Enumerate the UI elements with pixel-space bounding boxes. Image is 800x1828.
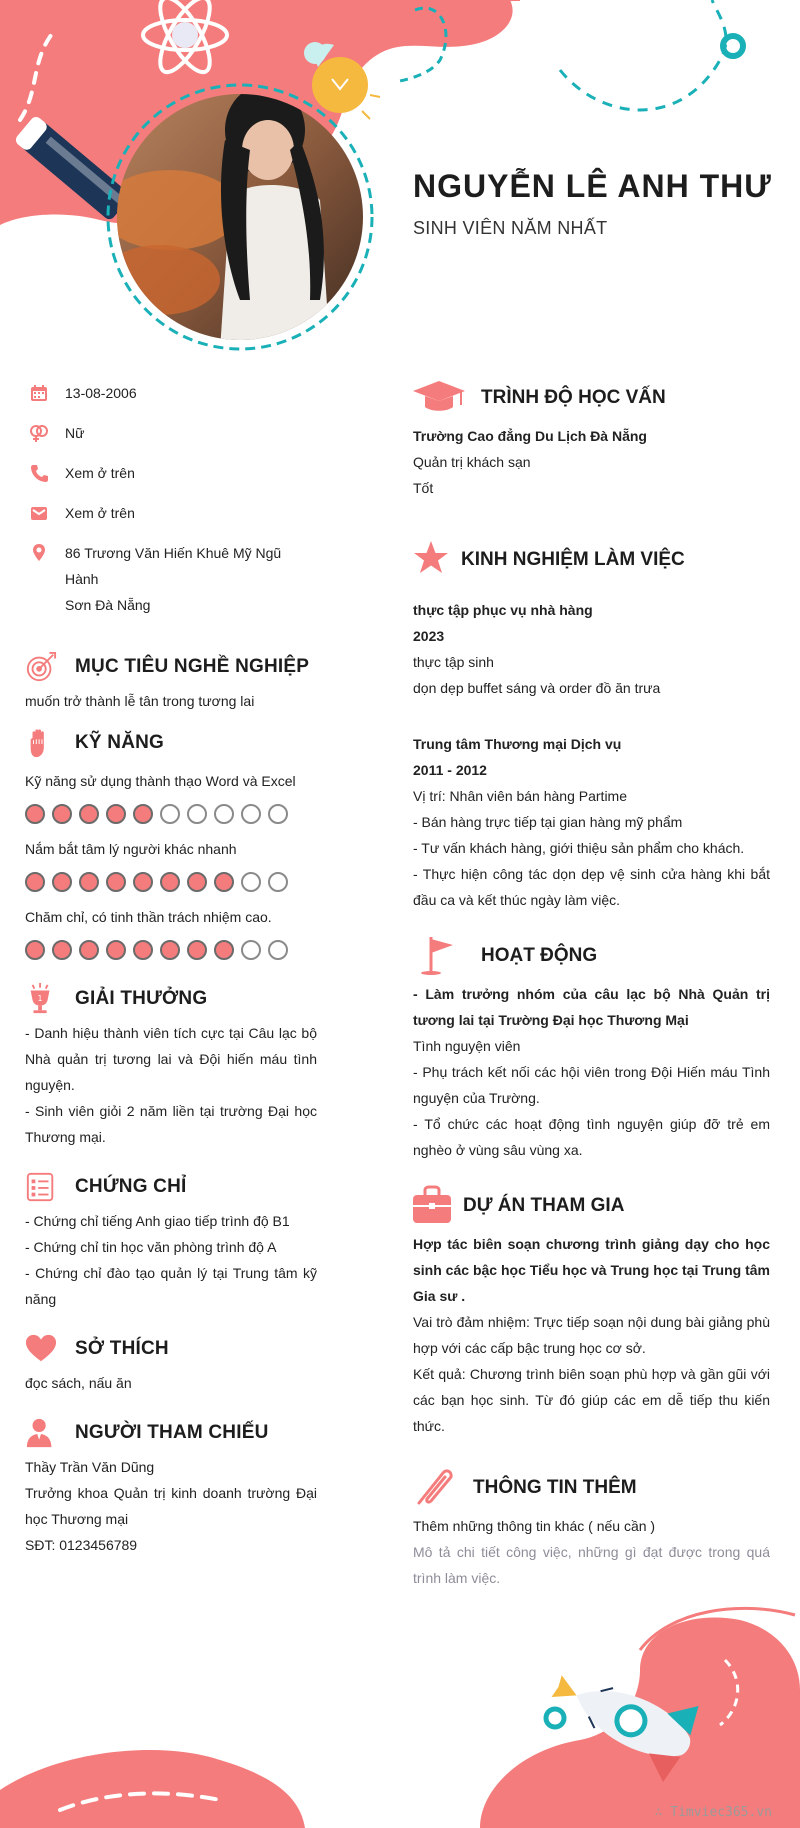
rating-dot bbox=[241, 940, 261, 960]
skill-name-2: Nắm bắt tâm lý người khác nhanh bbox=[25, 841, 237, 857]
right-column bbox=[413, 375, 770, 1591]
heart-icon bbox=[25, 1332, 57, 1366]
skill-rating-2 bbox=[25, 872, 317, 892]
activities-header bbox=[413, 933, 770, 981]
skill-name-1: Kỹ năng sử dụng thành thạo Word và Excel bbox=[25, 773, 296, 789]
objective-header bbox=[25, 648, 317, 688]
rating-dot bbox=[25, 872, 45, 892]
checklist-icon bbox=[25, 1170, 57, 1204]
rating-dot bbox=[52, 872, 72, 892]
activities-title: HOẠT ĐỘNG bbox=[481, 945, 598, 966]
rating-dot bbox=[241, 872, 261, 892]
experience-header bbox=[413, 537, 770, 585]
awards-header bbox=[25, 980, 317, 1020]
skill-rating-1 bbox=[25, 804, 317, 824]
rating-dot bbox=[187, 804, 207, 824]
reference-name: Thầy Trần Văn Dũng bbox=[25, 1459, 155, 1475]
rating-dot bbox=[79, 872, 99, 892]
additional-line-1: Thêm những thông tin khác ( nếu cần ) bbox=[413, 1518, 656, 1534]
rating-dot bbox=[214, 804, 234, 824]
projects-header bbox=[413, 1183, 770, 1231]
gender-icon bbox=[29, 423, 49, 443]
rating-dot bbox=[268, 804, 288, 824]
address-line-1: 86 Trương Văn Hiến Khuê Mỹ Ngũ Hành bbox=[65, 545, 282, 587]
rating-dot bbox=[106, 872, 126, 892]
rating-dot bbox=[268, 872, 288, 892]
rating-dot bbox=[214, 940, 234, 960]
rating-dot bbox=[268, 940, 288, 960]
awards-line-2: - Sinh viên giỏi 2 năm liền tại trường Đại học Thương mại. bbox=[25, 1103, 317, 1145]
education-grade: Tốt bbox=[413, 480, 434, 496]
rating-dot bbox=[241, 804, 261, 824]
rating-dot bbox=[25, 804, 45, 824]
education-major: Quản trị khách sạn bbox=[413, 454, 531, 470]
hand-icon bbox=[25, 726, 57, 760]
rating-dot bbox=[25, 940, 45, 960]
watermark: ∴ Timviec365.vn bbox=[654, 1805, 772, 1820]
awards-line-1: - Danh hiệu thành viên tích cực tại Câu lạc bộ Nhà quản trị tương lai và Đội hiến máu tình nguyện. bbox=[25, 1025, 317, 1093]
activities-role: Tình nguyện viên bbox=[413, 1038, 521, 1054]
job1-role: thực tập sinh bbox=[413, 654, 494, 670]
activities-desc-2: - Tổ chức các hoạt động tình nguyện giúp đỡ trẻ em nghèo ở vùng sâu vùng xa. bbox=[413, 1116, 770, 1158]
phone-row bbox=[25, 460, 317, 486]
certificates-line-1: - Chứng chỉ tiếng Anh giao tiếp trình độ B1 bbox=[25, 1213, 290, 1229]
job2-desc-2: - Tư vấn khách hàng, giới thiệu sản phẩm cho khách. bbox=[413, 840, 745, 856]
education-header bbox=[413, 375, 770, 423]
rating-dot bbox=[79, 940, 99, 960]
education-title: TRÌNH ĐỘ HỌC VẤN bbox=[481, 387, 666, 408]
rating-dot bbox=[160, 804, 180, 824]
skill-name-3: Chăm chỉ, có tinh thần trách nhiệm cao. bbox=[25, 909, 272, 925]
references-header bbox=[25, 1414, 317, 1454]
person-icon bbox=[25, 1416, 57, 1450]
email-row bbox=[25, 500, 317, 526]
phone-text: Xem ở trên bbox=[65, 465, 135, 481]
hobbies-header bbox=[25, 1330, 317, 1370]
briefcase-icon bbox=[413, 1185, 465, 1225]
certificates-title: CHỨNG CHỈ bbox=[75, 1176, 187, 1197]
reference-phone: SĐT: 0123456789 bbox=[25, 1537, 138, 1553]
job1-desc: dọn dẹp buffet sáng và order đồ ăn trưa bbox=[413, 680, 661, 696]
person-name: NGUYỄN LÊ ANH THƯ bbox=[413, 168, 772, 204]
certificates-line-2: - Chứng chỉ tin học văn phòng trình độ A bbox=[25, 1239, 277, 1255]
target-icon bbox=[25, 650, 57, 684]
rating-dot bbox=[52, 940, 72, 960]
awards-title: GIẢI THƯỞNG bbox=[75, 988, 208, 1009]
skills-header bbox=[25, 724, 317, 764]
paperclip-icon bbox=[413, 1467, 465, 1507]
objective-text: muốn trở thành lễ tân trong tương lai bbox=[25, 693, 255, 709]
person-subtitle: SINH VIÊN NĂM NHẤT bbox=[413, 218, 608, 238]
skill-rating-3 bbox=[25, 940, 317, 960]
svg-text:1: 1 bbox=[37, 993, 43, 1003]
projects-heading: Hợp tác biên soạn chương trình giảng dạy cho học sinh các bậc học Tiểu học và Trung học tại Trung tâm Gia sư . bbox=[413, 1236, 770, 1304]
job2-year: 2011 - 2012 bbox=[413, 762, 487, 778]
job2-desc-1: - Bán hàng trực tiếp tại gian hàng mỹ phẩm bbox=[413, 814, 683, 830]
job1-year: 2023 bbox=[413, 628, 445, 644]
phone-icon bbox=[29, 463, 49, 483]
rating-dot bbox=[52, 804, 72, 824]
address-row bbox=[25, 540, 317, 618]
rating-dot bbox=[133, 940, 153, 960]
activities-desc-1: - Phụ trách kết nối các hội viên trong Đội Hiến máu Tình nguyện của Trường. bbox=[413, 1064, 770, 1106]
rating-dot bbox=[79, 804, 99, 824]
rating-dot bbox=[187, 872, 207, 892]
birthday-text: 13-08-2006 bbox=[65, 385, 137, 401]
job2-desc-3: - Thực hiện công tác dọn dẹp vệ sinh cửa hàng khi bắt đầu ca và kết thúc ngày làm việc. bbox=[413, 866, 770, 908]
address-line-2: Sơn Đà Nẵng bbox=[65, 597, 151, 613]
rating-dot bbox=[187, 940, 207, 960]
calendar-icon bbox=[29, 383, 49, 403]
rating-dot bbox=[160, 872, 180, 892]
gender-row bbox=[25, 420, 317, 446]
email-text: Xem ở trên bbox=[65, 505, 135, 521]
objective-title: MỤC TIÊU NGHỀ NGHIỆP bbox=[75, 656, 310, 677]
skills-title: KỸ NĂNG bbox=[75, 732, 165, 753]
additional-line-2: Mô tả chi tiết công việc, những gì đạt được trong quá trình làm việc. bbox=[413, 1544, 770, 1586]
gender-text: Nữ bbox=[65, 425, 85, 441]
graduation-cap-icon bbox=[413, 377, 465, 417]
job1-title: thực tập phục vụ nhà hàng bbox=[413, 602, 593, 618]
projects-role: Vai trò đảm nhiệm: Trực tiếp soạn nội dung bài giảng phù hợp với các cấp bậc trung học cơ sở. bbox=[413, 1314, 770, 1356]
activities-heading: - Làm trưởng nhóm của câu lạc bộ Nhà Quản trị tương lai tại Trường Đại học Thương Mại bbox=[413, 986, 770, 1028]
mail-icon bbox=[29, 503, 49, 523]
trophy-icon bbox=[25, 982, 57, 1016]
projects-title: DỰ ÁN THAM GIA bbox=[463, 1195, 625, 1216]
references-title: NGƯỜI THAM CHIẾU bbox=[75, 1422, 269, 1443]
rating-dot bbox=[133, 872, 153, 892]
certificates-line-3: - Chứng chỉ đào tạo quản lý tại Trung tâm kỹ năng bbox=[25, 1265, 317, 1307]
certificates-header bbox=[25, 1168, 317, 1208]
rating-dot bbox=[214, 872, 234, 892]
left-column bbox=[25, 380, 317, 1558]
reference-position: Trưởng khoa Quản trị kinh doanh trường Đại học Thương mại bbox=[25, 1485, 317, 1527]
projects-result: Kết quả: Chương trình biên soạn phù hợp và gần gũi với các bạn học sinh. Từ đó giúp các em dễ tiếp thu kiến thức. bbox=[413, 1366, 770, 1434]
experience-title: KINH NGHIỆM LÀM VIỆC bbox=[461, 549, 685, 570]
job2-title: Trung tâm Thương mại Dịch vụ bbox=[413, 736, 622, 752]
birthday-row bbox=[25, 380, 317, 406]
additional-title: THÔNG TIN THÊM bbox=[473, 1477, 637, 1498]
location-icon bbox=[29, 543, 49, 563]
additional-header bbox=[413, 1465, 770, 1513]
job2-role: Vị trí: Nhân viên bán hàng Partime bbox=[413, 788, 628, 804]
rating-dot bbox=[106, 804, 126, 824]
education-school: Trường Cao đẳng Du Lịch Đà Nẵng bbox=[413, 428, 647, 444]
rating-dot bbox=[160, 940, 180, 960]
star-icon bbox=[413, 539, 465, 579]
footer-decoration bbox=[0, 1590, 800, 1828]
hobbies-text: đọc sách, nấu ăn bbox=[25, 1375, 132, 1391]
hobbies-title: SỞ THÍCH bbox=[75, 1338, 169, 1359]
flag-icon bbox=[413, 935, 465, 975]
rating-dot bbox=[106, 940, 126, 960]
rating-dot bbox=[133, 804, 153, 824]
